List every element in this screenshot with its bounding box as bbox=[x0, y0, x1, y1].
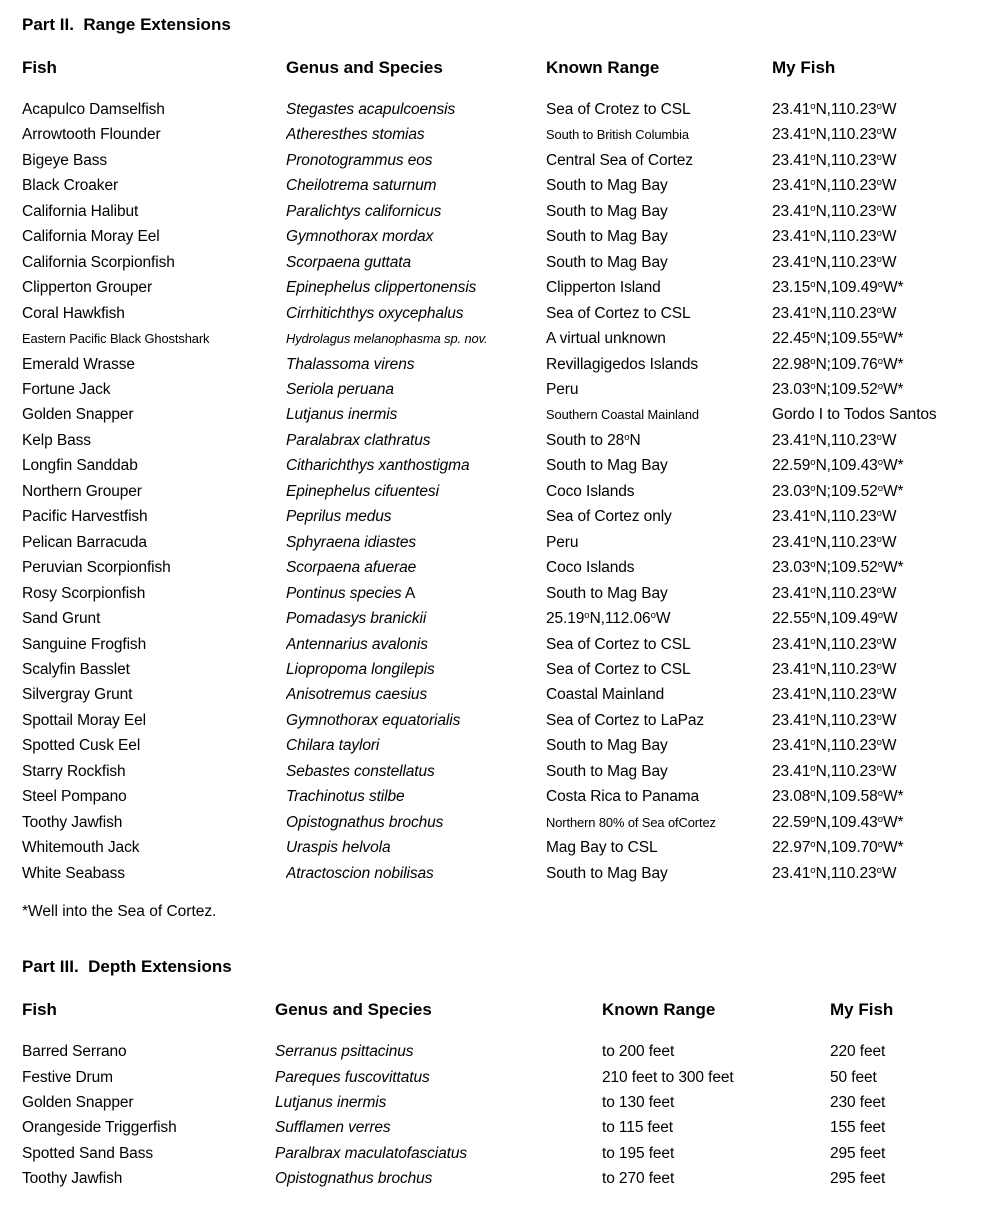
table-row bbox=[22, 861, 995, 886]
my-fish: 23.41$^o$N,110.23$^o$W bbox=[772, 101, 897, 118]
my-fish: 23.41$^o$N,110.23$^o$W bbox=[772, 711, 897, 729]
genus-species: Pareques fuscovittatus bbox=[275, 1068, 430, 1086]
fish-name: Eastern Pacific Black Ghostshark bbox=[22, 331, 210, 347]
my-fish: 23.41$^o$N,110.23$^o$W bbox=[772, 533, 897, 551]
genus-species: Gymnothorax equatorialis bbox=[286, 711, 461, 729]
fish-name: Peruvian Scorpionfish bbox=[22, 559, 171, 577]
table-row bbox=[22, 708, 995, 733]
my-fish: 23.41$^o$N,110.23$^o$W bbox=[772, 177, 897, 195]
part2-column-header-genus: Genus and Species bbox=[286, 58, 443, 77]
fish-name: Sanguine Frogfish bbox=[22, 635, 147, 653]
my-fish: 22.59$^o$N,109.43$^o$W* bbox=[772, 457, 904, 475]
table-row bbox=[22, 428, 995, 453]
known-range: Peru bbox=[546, 380, 579, 398]
part2-column-header-fish: Fish bbox=[22, 58, 57, 77]
fish-name: Golden Snapper bbox=[22, 1093, 134, 1111]
my-fish: 23.08$^o$N,109.58$^o$W* bbox=[772, 788, 904, 806]
my-fish: 23.41$^o$N,110.23$^o$W bbox=[772, 228, 897, 246]
my-fish: 23.15$^o$N,109.49$^o$W* bbox=[772, 279, 904, 297]
genus-species: Hydrolagus melanophasma sp. nov. bbox=[286, 331, 488, 347]
my-fish: 22.97$^o$N,109.70$^o$W* bbox=[772, 839, 904, 857]
genus-species: Cirrhitichthys oxycephalus bbox=[286, 304, 464, 322]
known-range: to 270 feet bbox=[602, 1170, 675, 1188]
table-row bbox=[22, 759, 995, 784]
known-range: 25.19$^o$N,112.06$^o$W bbox=[546, 610, 671, 628]
fish-name: Longfin Sanddab bbox=[22, 457, 138, 475]
known-range: Coco Islands bbox=[546, 559, 635, 577]
fish-name: California Moray Eel bbox=[22, 228, 160, 246]
genus-species: Sphyraena idiastes bbox=[286, 533, 417, 551]
my-fish: 50 feet bbox=[830, 1068, 877, 1086]
my-fish: 23.41$^o$N,110.23$^o$W bbox=[772, 151, 897, 169]
known-range: South to Mag Bay bbox=[546, 457, 668, 475]
table-row bbox=[22, 1039, 995, 1064]
table-row bbox=[22, 97, 995, 122]
part3-column-header-genus: Genus and Species bbox=[275, 1000, 432, 1020]
genus-species: Epinephelus cifuentesi bbox=[286, 482, 439, 500]
known-range: South to Mag Bay bbox=[546, 177, 668, 195]
my-fish: 23.41$^o$N,110.23$^o$W bbox=[772, 508, 897, 526]
known-range: Coco Islands bbox=[546, 482, 635, 500]
my-fish: 23.03$^o$N;109.52$^o$W* bbox=[772, 559, 904, 577]
fish-name: Rosy Scorpionfish bbox=[22, 584, 146, 602]
table-row bbox=[22, 479, 995, 504]
table-row bbox=[22, 148, 995, 173]
part3-header-row bbox=[22, 999, 995, 1021]
my-fish: 23.41$^o$N,110.23$^o$W bbox=[772, 202, 897, 220]
genus-species: Anisotremus caesius bbox=[286, 686, 428, 704]
known-range: South to Mag Bay bbox=[546, 202, 668, 220]
fish-name: Kelp Bass bbox=[22, 431, 91, 449]
known-range: Coastal Mainland bbox=[546, 686, 665, 704]
table-row bbox=[22, 275, 995, 300]
fish-name: Fortune Jack bbox=[22, 380, 111, 398]
known-range: Sea of Cortez to CSL bbox=[546, 304, 691, 322]
table-row bbox=[22, 835, 995, 860]
fish-name: Whitemouth Jack bbox=[22, 839, 140, 857]
part2-table-body bbox=[22, 97, 995, 886]
known-range: Sea of Cortez to LaPaz bbox=[546, 711, 705, 729]
my-fish: 295 feet bbox=[830, 1144, 886, 1162]
genus-species: Paralichtys californicus bbox=[286, 202, 442, 220]
fish-name: Clipperton Grouper bbox=[22, 279, 153, 297]
fish-name: Bigeye Bass bbox=[22, 151, 108, 169]
part2-column-header-known-range: Known Range bbox=[546, 58, 660, 77]
table-row bbox=[22, 352, 995, 377]
genus-species: Liopropoma longilepis bbox=[286, 660, 435, 678]
known-range: South to British Columbia bbox=[546, 127, 689, 143]
genus-species: Trachinotus stilbe bbox=[286, 788, 405, 806]
my-fish: 23.41$^o$N,110.23$^o$W bbox=[772, 253, 897, 271]
fish-name: Acapulco Damselfish bbox=[22, 101, 165, 118]
part2-column-header-my-fish: My Fish bbox=[772, 58, 836, 77]
genus-species: Seriola peruana bbox=[286, 380, 394, 398]
table-row bbox=[22, 530, 995, 555]
genus-species: Opistognathus brochus bbox=[275, 1170, 433, 1188]
my-fish: 23.41$^o$N,110.23$^o$W bbox=[772, 660, 897, 678]
my-fish: 23.41$^o$N,110.23$^o$W bbox=[772, 584, 897, 602]
fish-name: Pelican Barracuda bbox=[22, 533, 147, 551]
fish-name: Silvergray Grunt bbox=[22, 686, 133, 704]
genus-species: Opistognathus brochus bbox=[286, 813, 444, 831]
fish-name: Pacific Harvestfish bbox=[22, 508, 148, 526]
my-fish: 23.41$^o$N,110.23$^o$W bbox=[772, 431, 897, 449]
known-range: South to Mag Bay bbox=[546, 762, 668, 780]
genus-species: Citharichthys xanthostigma bbox=[286, 457, 470, 475]
known-range: Sea of Cortez to CSL bbox=[546, 635, 691, 653]
table-row bbox=[22, 224, 995, 249]
known-range: Central Sea of Cortez bbox=[546, 151, 693, 169]
my-fish: 23.41$^o$N,110.23$^o$W bbox=[772, 737, 897, 755]
fish-name: White Seabass bbox=[22, 864, 125, 882]
fish-name: Emerald Wrasse bbox=[22, 355, 135, 373]
genus-species: Chilara taylori bbox=[286, 737, 380, 755]
fish-name: Toothy Jawfish bbox=[22, 813, 123, 831]
known-range: to 195 feet bbox=[602, 1144, 675, 1162]
table-row bbox=[22, 784, 995, 809]
known-range: Sea of Crotez to CSL bbox=[546, 101, 691, 118]
fish-name: Northern Grouper bbox=[22, 482, 142, 500]
fish-name: Coral Hawkfish bbox=[22, 304, 125, 322]
genus-species: Stegastes acapulcoensis bbox=[286, 101, 456, 118]
fish-name: Arrowtooth Flounder bbox=[22, 126, 161, 144]
table-row bbox=[22, 250, 995, 275]
fish-name: Orangeside Triggerfish bbox=[22, 1119, 177, 1137]
table-row bbox=[22, 1141, 995, 1166]
my-fish: 23.41$^o$N,110.23$^o$W bbox=[772, 635, 897, 653]
table-row bbox=[22, 606, 995, 631]
table-row bbox=[22, 504, 995, 529]
table-row bbox=[22, 326, 995, 351]
genus-species: Scorpaena afuerae bbox=[286, 559, 417, 577]
table-row bbox=[22, 1090, 995, 1115]
my-fish: 23.41$^o$N,110.23$^o$W bbox=[772, 864, 897, 882]
table-row bbox=[22, 301, 995, 326]
fish-name: Toothy Jawfish bbox=[22, 1170, 123, 1188]
my-fish: 23.41$^o$N,110.23$^o$W bbox=[772, 686, 897, 704]
my-fish: 295 feet bbox=[830, 1170, 886, 1188]
known-range: A virtual unknown bbox=[546, 330, 666, 348]
known-range: South to Mag Bay bbox=[546, 253, 668, 271]
genus-species: Paralabrax clathratus bbox=[286, 431, 431, 449]
table-row bbox=[22, 555, 995, 580]
known-range: South to 28$^o$N bbox=[546, 431, 641, 449]
genus-species: Peprilus medus bbox=[286, 508, 392, 526]
table-row bbox=[22, 199, 995, 224]
my-fish: 22.98$^o$N;109.76$^o$W* bbox=[772, 355, 904, 373]
part2-title: Part II. Range Extensions bbox=[22, 15, 231, 34]
known-range: South to Mag Bay bbox=[546, 737, 668, 755]
table-row bbox=[22, 1115, 995, 1140]
my-fish: 22.45$^o$N;109.55$^o$W* bbox=[772, 330, 904, 348]
genus-species: Lutjanus inermis bbox=[286, 406, 398, 424]
table-row bbox=[22, 453, 995, 478]
known-range: to 130 feet bbox=[602, 1093, 675, 1111]
known-range: Clipperton Island bbox=[546, 279, 661, 297]
table-row bbox=[22, 632, 995, 657]
my-fish: 23.41$^o$N,110.23$^o$W bbox=[772, 304, 897, 322]
known-range: 210 feet to 300 feet bbox=[602, 1068, 734, 1086]
part3-title: Part III. Depth Extensions bbox=[22, 957, 232, 977]
genus-species: Sebastes constellatus bbox=[286, 762, 435, 780]
part3-column-header-fish: Fish bbox=[22, 1000, 57, 1020]
known-range: Southern Coastal Mainland bbox=[546, 407, 699, 423]
table-row bbox=[22, 581, 995, 606]
fish-name: Spotted Sand Bass bbox=[22, 1144, 154, 1162]
table-row bbox=[22, 402, 995, 427]
fish-name: Festive Drum bbox=[22, 1068, 113, 1086]
fish-name: Sand Grunt bbox=[22, 610, 101, 628]
table-row bbox=[22, 810, 995, 835]
genus-species: Antennarius avalonis bbox=[286, 635, 428, 653]
known-range: to 115 feet bbox=[602, 1119, 674, 1137]
fish-name: Starry Rockfish bbox=[22, 762, 126, 780]
fish-name: Black Croaker bbox=[22, 177, 119, 195]
genus-species: Pomadasys branickii bbox=[286, 610, 427, 628]
table-row bbox=[22, 733, 995, 758]
part2-footnote: *Well into the Sea of Cortez. bbox=[22, 903, 217, 921]
fish-name: Golden Snapper bbox=[22, 406, 134, 424]
fish-name: Spottail Moray Eel bbox=[22, 711, 146, 729]
known-range: to 200 feet bbox=[602, 1043, 675, 1061]
fish-name: Spotted Cusk Eel bbox=[22, 737, 141, 755]
known-range: South to Mag Bay bbox=[546, 584, 668, 602]
part3-table-body bbox=[22, 1039, 995, 1192]
genus-species: Serranus psittacinus bbox=[275, 1043, 414, 1061]
genus-species: Uraspis helvola bbox=[286, 839, 391, 857]
known-range: Sea of Cortez to CSL bbox=[546, 660, 691, 678]
genus-species: Epinephelus clippertonensis bbox=[286, 279, 477, 297]
genus-species: Gymnothorax mordax bbox=[286, 228, 434, 246]
known-range: Sea of Cortez only bbox=[546, 508, 672, 526]
my-fish: 230 feet bbox=[830, 1093, 886, 1111]
fish-name: Scalyfin Basslet bbox=[22, 660, 130, 678]
my-fish: 22.59$^o$N,109.43$^o$W* bbox=[772, 813, 904, 831]
known-range: Peru bbox=[546, 533, 579, 551]
known-range: Costa Rica to Panama bbox=[546, 788, 700, 806]
table-row bbox=[22, 657, 995, 682]
fish-name: Barred Serrano bbox=[22, 1043, 127, 1061]
part3-column-header-known-range: Known Range bbox=[602, 1000, 716, 1020]
known-range: Mag Bay to CSL bbox=[546, 839, 658, 857]
my-fish: Gordo I to Todos Santos bbox=[772, 406, 937, 424]
fish-name: California Halibut bbox=[22, 202, 139, 220]
known-range: South to Mag Bay bbox=[546, 228, 668, 246]
genus-species: Thalassoma virens bbox=[286, 355, 415, 373]
fish-name: Steel Pompano bbox=[22, 788, 127, 806]
known-range: Revillagigedos Islands bbox=[546, 355, 699, 373]
part2-header-row bbox=[22, 57, 995, 79]
known-range: South to Mag Bay bbox=[546, 864, 668, 882]
genus-species: Pronotogrammus eos bbox=[286, 151, 433, 169]
table-row bbox=[22, 122, 995, 147]
part3-column-header-my-fish: My Fish bbox=[830, 1000, 894, 1020]
genus-species: Atractoscion nobilisas bbox=[286, 864, 434, 882]
genus-species: Paralbrax maculatofasciatus bbox=[275, 1144, 468, 1162]
genus-species: Sufflamen verres bbox=[275, 1119, 391, 1137]
table-row bbox=[22, 1065, 995, 1090]
my-fish: 23.03$^o$N;109.52$^o$W* bbox=[772, 482, 904, 500]
table-row bbox=[22, 377, 995, 402]
table-row bbox=[22, 1166, 995, 1191]
my-fish: 220 feet bbox=[830, 1043, 886, 1061]
known-range: Northern 80% of Sea ofCortez bbox=[546, 814, 716, 830]
my-fish: 22.55$^o$N,109.49$^o$W bbox=[772, 610, 898, 628]
genus-species: Cheilotrema saturnum bbox=[286, 177, 437, 195]
genus-species: Pontinus species A bbox=[286, 584, 416, 602]
genus-species: Scorpaena guttata bbox=[286, 253, 411, 271]
table-row bbox=[22, 173, 995, 198]
my-fish: 23.41$^o$N,110.23$^o$W bbox=[772, 762, 897, 780]
my-fish: 155 feet bbox=[830, 1119, 886, 1137]
genus-species: Lutjanus inermis bbox=[275, 1093, 387, 1111]
fish-name: California Scorpionfish bbox=[22, 253, 175, 271]
my-fish: 23.41$^o$N,110.23$^o$W bbox=[772, 126, 897, 144]
genus-species: Atheresthes stomias bbox=[286, 126, 425, 144]
table-row bbox=[22, 682, 995, 707]
my-fish: 23.03$^o$N;109.52$^o$W* bbox=[772, 380, 904, 398]
